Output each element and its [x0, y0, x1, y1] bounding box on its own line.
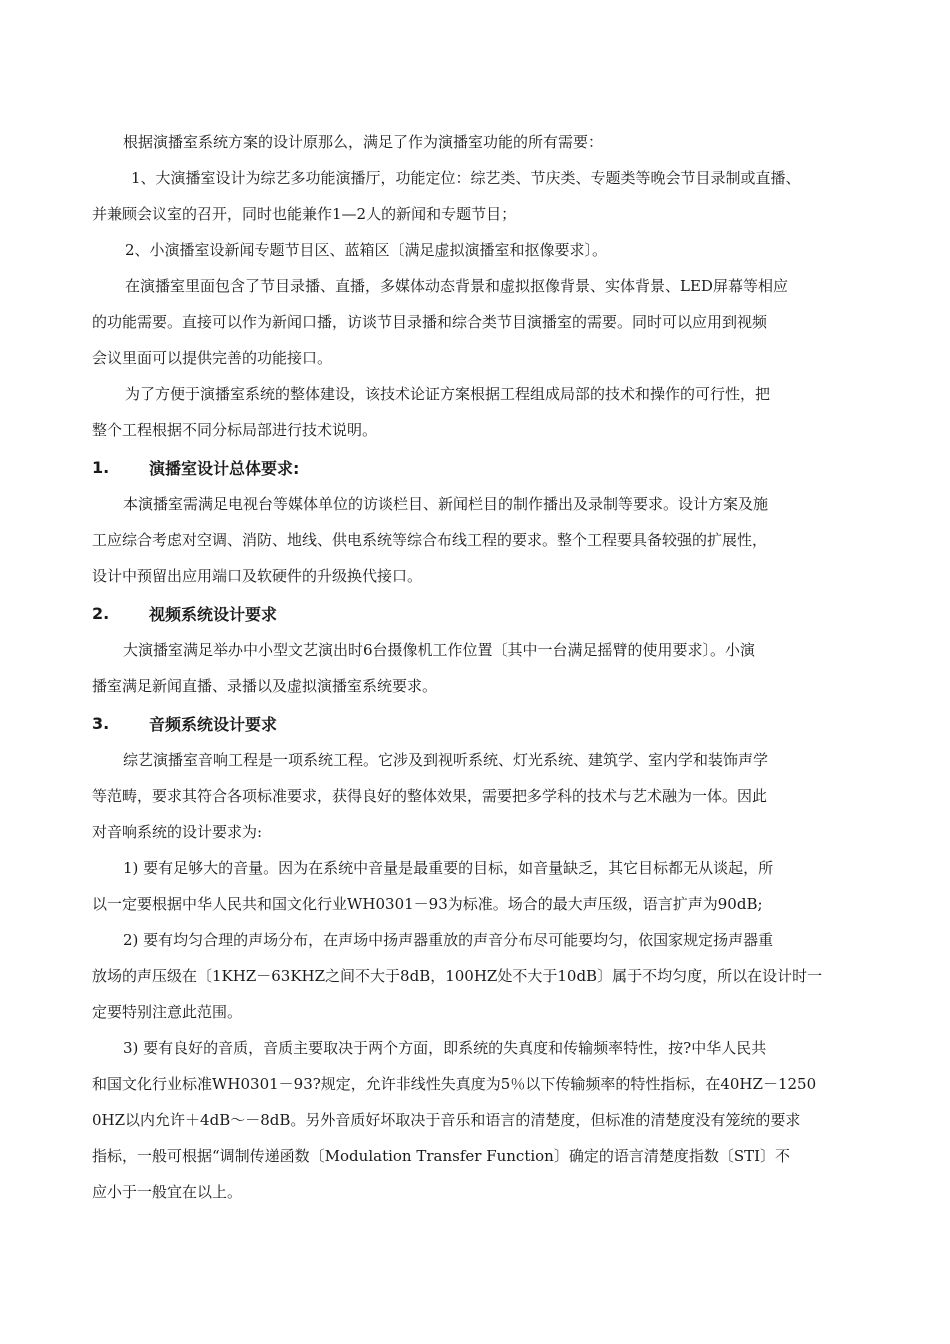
text-line: 的功能需要。直接可以作为新闻口播，访谈节目录播和综合类节目演播室的需要。同时可以应用到视频 [92, 313, 768, 331]
text-line: 3) 要有良好的音质，音质主要取决于两个方面，即系统的失真度和传输频率特性，按?中华人民共 [123, 1039, 767, 1057]
requirement-3 [92, 1030, 868, 1066]
text-line: 指标，一般可根据“调制传递函数〔Modulation Transfer Function〕确定的语言清楚度指数〔STI〕不 [92, 1147, 791, 1165]
list-item-large-studio-cont [92, 196, 868, 232]
text-line: 工应综合考虑对空调、消防、地线、供电系统等综合布线工程的要求。整个工程要具备较强的扩展性， [92, 531, 768, 549]
text-line: 2) 要有均匀合理的声场分布，在声场中扬声器重放的声音分布尽可能要均匀，依国家规定扬声器重 [123, 931, 774, 949]
requirement-3-cont [92, 1066, 868, 1102]
section-2-line [92, 668, 868, 704]
text-line: 应小于一般宜在以上。 [92, 1183, 243, 1201]
text-line: 1) 要有足够大的音量。因为在系统中音量是最重要的目标，如音量缺乏，其它目标都无从谈起，所 [123, 859, 774, 877]
text-line: 在演播室里面包含了节目录播、直播，多媒体动态背景和虚拟抠像背景、实体背景、LED屏幕等相应 [125, 277, 788, 295]
intro-text: 根据演播室系统方案的设计原那么，满足了作为演播室功能的所有需要： [123, 133, 604, 151]
paragraph-overview-cont [92, 412, 868, 448]
section-title: 音频系统设计要求 [149, 714, 278, 734]
section-3-line [92, 814, 868, 850]
requirement-2-cont [92, 958, 868, 994]
list-item-small-studio [92, 232, 868, 268]
section-1-line [92, 558, 868, 594]
text-line: 播室满足新闻直播、录播以及虚拟演播室系统要求。 [92, 677, 438, 695]
text-line: 以一定要根据中华人民共和国文化行业WH0301－93为标准。场合的最大声压级，语言扩声为90dB; [92, 895, 763, 913]
requirement-1 [92, 850, 868, 886]
paragraph-overview [92, 376, 868, 412]
section-1-line [92, 522, 868, 558]
section-number: 1. [92, 457, 110, 477]
text-line: 为了方便于演播室系统的整体建设，该技术论证方案根据工程组成局部的技术和操作的可行性，把 [125, 385, 771, 403]
section-1-line [92, 486, 868, 522]
section-3-line [92, 778, 868, 814]
text-line: 1、大演播室设计为综艺多功能演播厅，功能定位：综艺类、节庆类、专题类等晚会节目录制或直播、 [131, 169, 801, 187]
text-line: 整个工程根据不同分标局部进行技术说明。 [92, 421, 378, 439]
text-line: 放场的声压级在〔1KHZ－63KHZ之间不大于8dB，100HZ处不大于10dB〕属于不均匀度，所以在设计时一 [92, 967, 823, 985]
text-line: 并兼顾会议室的召开，同时也能兼作1—2人的新闻和专题节目； [92, 205, 517, 223]
text-line: 对音响系统的设计要求为: [92, 823, 263, 841]
list-item-large-studio [92, 160, 868, 196]
paragraph-functions [92, 268, 868, 304]
requirement-1-cont [92, 886, 868, 922]
section-title: 演播室设计总体要求: [149, 458, 300, 478]
requirement-2 [92, 922, 868, 958]
document-page [92, 124, 868, 1210]
text-line: 本演播室需满足电视台等媒体单位的访谈栏目、新闻栏目的制作播出及录制等要求。设计方案及施 [123, 495, 769, 513]
text-line: 综艺演播室音响工程是一项系统工程。它涉及到视听系统、灯光系统、建筑学、室内学和装饰声学 [123, 751, 769, 769]
section-3-line [92, 742, 868, 778]
paragraph-functions-cont [92, 340, 868, 376]
requirement-3-cont [92, 1138, 868, 1174]
text-line: 会议里面可以提供完善的功能接口。 [92, 349, 333, 367]
section-number: 3. [92, 713, 110, 733]
section-title: 视频系统设计要求 [149, 604, 278, 624]
section-heading-2 [92, 594, 868, 632]
section-heading-1 [92, 448, 868, 486]
requirement-3-cont [92, 1102, 868, 1138]
requirement-2-cont [92, 994, 868, 1030]
text-line: 定要特别注意此范围。 [92, 1003, 243, 1021]
intro-paragraph [92, 124, 868, 160]
section-heading-3 [92, 704, 868, 742]
text-line: 2、小演播室设新闻专题节目区、蓝箱区〔满足虚拟演播室和抠像要求〕。 [125, 241, 608, 259]
section-2-line [92, 632, 868, 668]
text-line: 设计中预留出应用端口及软硬件的升级换代接口。 [92, 567, 423, 585]
text-line: 大演播室满足举办中小型文艺演出时6台摄像机工作位置〔其中一台满足摇臂的使用要求〕。小演 [123, 641, 756, 659]
text-line: 等范畴，要求其符合各项标准要求，获得良好的整体效果，需要把多学科的技术与艺术融为一体。因此 [92, 787, 768, 805]
text-line: 0HZ以内允许＋4dB～－8dB。另外音质好坏取决于音乐和语言的清楚度，但标准的清楚度没有笼统的要求 [92, 1111, 801, 1129]
requirement-3-cont [92, 1174, 868, 1210]
section-number: 2. [92, 603, 110, 623]
paragraph-functions-cont [92, 304, 868, 340]
text-line: 和国文化行业标准WH0301－93?规定，允许非线性失真度为5％以下传输频率的特性指标，在40HZ－1250 [92, 1075, 817, 1093]
